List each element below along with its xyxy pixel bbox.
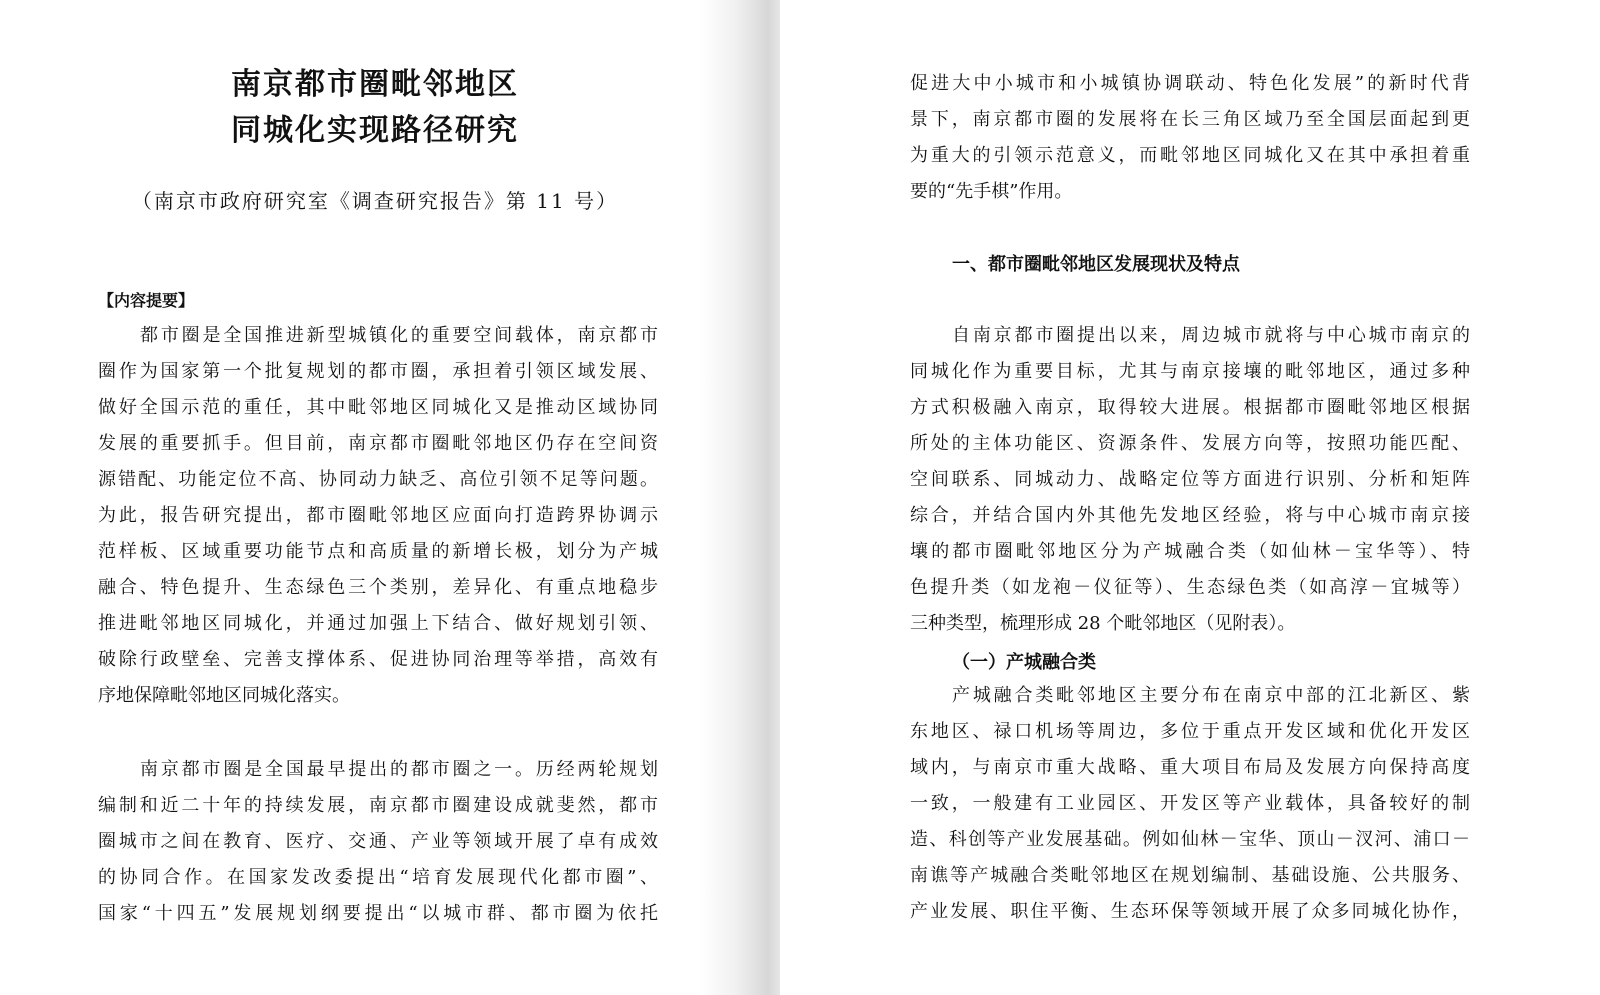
abstract-line: 推进毗邻地区同城化，并通过加强上下结合、做好规划引领、	[98, 613, 658, 634]
title-line-2: 同城化实现路径研究	[231, 113, 519, 148]
body-line: 编制和近二十年的持续发展，南京都市圈建设成就斐然，都市	[98, 795, 658, 816]
report-title	[0, 62, 710, 154]
abstract-line: 破除行政壁垒、完善支撑体系、促进协同治理等举措，高效有	[98, 649, 658, 670]
abstract-line: 源错配、功能定位不高、协同动力缺乏、高位引领不足等问题。	[98, 469, 658, 490]
section-line: 三种类型，梳理形成 28 个毗邻地区（见附表）。	[910, 613, 1296, 634]
section-line: 所处的主体功能区、资源条件、发展方向等，按照功能匹配、	[910, 433, 1470, 454]
report-subtitle: （南京市政府研究室《调查研究报告》第 11 号）	[131, 189, 619, 213]
continuation-line: 景下，南京都市圈的发展将在长三角区域乃至全国层面起到更	[910, 109, 1470, 130]
section-line: 综合，并结合国内外其他先发地区经验，将与中心城市南京接	[910, 505, 1470, 526]
body-line: 圈城市之间在教育、医疗、交通、产业等领域开展了卓有成效	[98, 831, 658, 852]
body-line: 的协同合作。在国家发改委提出“培育发展现代化都市圈”、	[98, 867, 658, 888]
abstract-line: 做好全国示范的重任，其中毗邻地区同城化又是推动区域协同	[98, 397, 658, 418]
continuation-line: 为重大的引领示范意义，而毗邻地区同城化又在其中承担着重	[910, 145, 1470, 166]
body-line: 国家“十四五”发展规划纲要提出“以城市群、都市圈为依托	[98, 903, 658, 924]
section-line: 色提升类（如龙袍－仪征等）、生态绿色类（如高淳－宜城等）	[910, 577, 1470, 598]
section-line: 自南京都市圈提出以来，周边城市就将与中心城市南京的	[952, 325, 1470, 346]
section-line: 空间联系、同城动力、战略定位等方面进行识别、分析和矩阵	[910, 469, 1470, 490]
subsection-line: 产城融合类毗邻地区主要分布在南京中部的江北新区、紫	[952, 685, 1470, 706]
subsection-line: 域内，与南京市重大战略、重大项目布局及发展方向保持高度	[910, 757, 1470, 778]
section-line: 方式积极融入南京，取得较大进展。根据都市圈毗邻地区根据	[910, 397, 1470, 418]
abstract-line: 序地保障毗邻地区同城化落实。	[98, 685, 350, 706]
subsection-line: 东地区、禄口机场等周边，多位于重点开发区域和优化开发区	[910, 721, 1470, 742]
section-line: 壤的都市圈毗邻地区分为产城融合类（如仙林－宝华等）、特	[910, 541, 1470, 562]
abstract-line: 为此，报告研究提出，都市圈毗邻地区应面向打造跨界协调示	[98, 505, 658, 526]
abstract-line: 范样板、区域重要功能节点和高质量的新增长极，划分为产城	[98, 541, 658, 562]
abstract-line: 都市圈是全国推进新型城镇化的重要空间载体，南京都市	[140, 325, 658, 346]
abstract-line: 圈作为国家第一个批复规划的都市圈，承担着引领区域发展、	[98, 361, 658, 382]
abstract-heading: 【内容提要】	[98, 291, 195, 310]
body-line: 南京都市圈是全国最早提出的都市圈之一。历经两轮规划	[140, 759, 658, 780]
subsection-line: 造、科创等产业发展基础。例如仙林－宝华、顶山－汊河、浦口－	[910, 829, 1470, 850]
section-heading: 一、都市圈毗邻地区发展现状及特点	[952, 254, 1240, 275]
subsection-heading: （一）产城融合类	[952, 652, 1096, 673]
abstract-line: 融合、特色提升、生态绿色三个类别，差异化、有重点地稳步	[98, 577, 658, 598]
continuation-line: 促进大中小城市和小城镇协调联动、特色化发展”的新时代背	[910, 73, 1470, 94]
left-page	[0, 0, 710, 995]
section-line: 同城化作为重要目标，尤其与南京接壤的毗邻地区，通过多种	[910, 361, 1470, 382]
subsection-line: 一致，一般建有工业园区、开发区等产业载体，具备较好的制	[910, 793, 1470, 814]
continuation-line: 要的“先手棋”作用。	[910, 181, 1073, 202]
subsection-line: 产业发展、职住平衡、生态环保等领域开展了众多同城化协作，	[910, 901, 1470, 922]
abstract-line: 发展的重要抓手。但目前，南京都市圈毗邻地区仍存在空间资	[98, 433, 658, 454]
subsection-line: 南谯等产城融合类毗邻地区在规划编制、基础设施、公共服务、	[910, 865, 1470, 886]
right-page	[780, 0, 1600, 995]
title-line-1: 南京都市圈毗邻地区	[231, 67, 519, 102]
